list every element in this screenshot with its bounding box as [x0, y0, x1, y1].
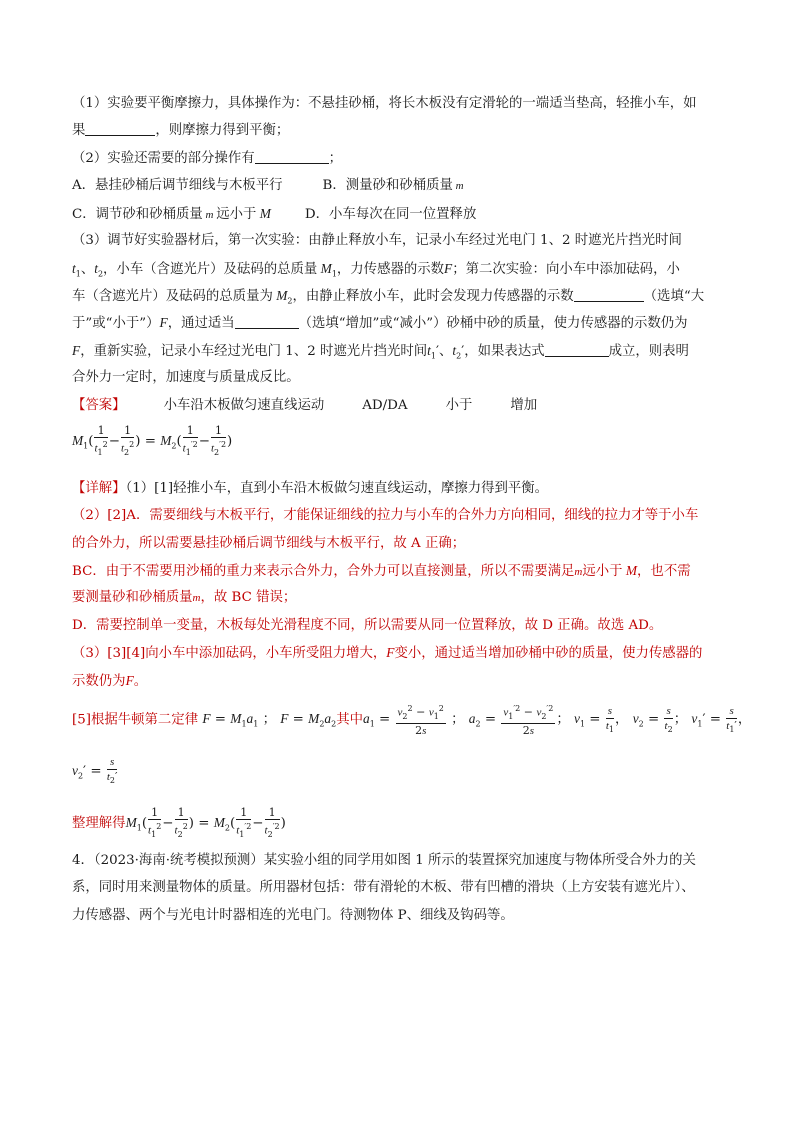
detail-line4: BC．由于不需要用沙桶的重力来表示合外力，合外力可以直接测量，所以不需要满足m远小于 M，也不需: [72, 563, 691, 579]
detail-line8: 示数仍为F。: [72, 673, 148, 689]
detail-line6: D．需要控制单一变量，木板每处光滑程度不同，所以需要从同一位置释放，故 D 正确。故选 AD。: [72, 618, 663, 633]
detail-line2: （2）[2]A．需要细线与木板平行，才能保证细线的拉力与小车的合外力方向相同，细线的拉力才等于小车: [72, 508, 699, 523]
option-row-ab: A．悬挂砂桶后调节细线与木板平行 B．测量砂和砂桶质量 m: [72, 178, 464, 193]
answer-blank-3[interactable]: [574, 287, 644, 302]
option-b: B．测量砂和砂桶质量: [322, 178, 453, 193]
option-c: C．调节砂和砂桶质量: [72, 207, 203, 222]
detail-result-line: 整理解得$M_1$( $\frac{1}{t_1^2}$ − $\frac{1}{t_2^2}$ ) = $M_2$( $\frac{1}{t_1^{'2}}$ − $\frac{1}{t_2^{'2}}$ ): [72, 806, 286, 839]
option-a: A．悬挂砂桶后调节细线与木板平行: [72, 178, 283, 193]
detail-newton-line: [5]根据牛顿第二定律 $F = M_1a_1$ ； $F = M_2a_2$其中$a_1$ = $\frac{v_2^2 - v_1^2}{2s}$ ； $a_2$ = $\frac{v_1^{'2} - v_2^{'2}}{2s}$ ； $v_1$ = $\frac{s}{t_1}$ ， $v_2$ = $\frac{s}{t_2}$ ； $v_1'$ = $\frac{s}{t_1'}$ ，: [72, 704, 752, 737]
q4-line2: 系，同时用来测量物体的质量。所用器材包括：带有滑轮的木板、带有凹槽的滑块（上方安装有遮光片）、: [72, 880, 695, 895]
q3-part3-line3: 车（含遮光片）及砝码的总质量为 $M_2$，由静止释放小车，此时会发现力传感器的示数 （选填“大: [72, 288, 705, 306]
q3-part3-line1: （3）调节好实验器材后，第一次实验：由静止释放小车，记录小车经过光电门 1、2 时遮光片挡光时间: [72, 233, 682, 248]
answer-label: 【答案】: [72, 398, 126, 413]
answer-blank-2[interactable]: [255, 149, 329, 164]
q3-part1-line1: （1）实验要平衡摩擦力，具体操作为：不悬挂砂桶，将长木板没有定滑轮的一端适当垫高，轻推小车，如: [72, 96, 697, 111]
answer-row: 【答案】 小车沿木板做匀速直线运动 AD/DA 小于 增加: [72, 398, 538, 413]
q3-part3-line6: 合外力一定时，加速度与质量成反比。: [72, 370, 300, 385]
q3-part3-line2: $t_1$、$t_2$，小车（含遮光片）及砝码的总质量 $M_1$，力传感器的示数F；第二次实验：向小车中添加砝码，小: [72, 261, 680, 279]
detail-line7: （3）[3][4]向小车中添加砝码，小车所受阻力增大，F变小，通过适当增加砂桶中砂的质量，使力传感器的: [72, 645, 703, 661]
answer-blank-5[interactable]: [545, 342, 609, 357]
option-d: D．小车每次在同一位置释放: [304, 207, 477, 222]
q3-part2: （2）实验还需要的部分操作有 ；: [72, 151, 342, 166]
q3-part3-line4: 于”或“小于”）F，通过适当 （选填“增加”或“减小”）砂桶中砂的质量，使力传感器的示数仍为: [72, 315, 688, 331]
detail-line3: 的合外力，所以需要悬挂砂桶后调节细线与木板平行，故 A 正确；: [72, 536, 466, 551]
detail-line5: 要测量砂和砂桶质量m，故 BC 错误；: [72, 590, 297, 605]
answer-blank-1[interactable]: [85, 121, 155, 136]
detail-v2-formula: $v_2'$ = $\frac{s}{t_2'}$: [72, 756, 118, 786]
answer-blank-4[interactable]: [235, 314, 299, 329]
detail-label: 【详解】: [72, 481, 126, 496]
detail-line1: 【详解】（1）[1]轻推小车，直到小车沿木板做匀速直线运动，摩擦力得到平衡。: [72, 481, 549, 496]
q4-line3: 力传感器、两个与光电计时器相连的光电门。待测物体 P、细线及钩码等。: [72, 908, 514, 923]
q3-part3-line5: F，重新实验，记录小车经过光电门 1、2 时遮光片挡光时间$t_1'$、$t_2'$，如果表达式 成立，则表明: [72, 343, 689, 361]
option-row-cd: C．调节砂和砂桶质量 m 远小于 M D．小车每次在同一位置释放: [72, 206, 477, 222]
answer-formula: $M_1$( $\frac{1}{t_1^2}$ − $\frac{1}{t_2^2}$ ) = $M_2$( $\frac{1}{t_1^{'2}}$ − $\frac{1}{t_2^{'2}}$ ): [72, 424, 233, 457]
q3-part1-line2: 果 ，则摩擦力得到平衡；: [72, 123, 290, 138]
q4-line1: 4．（2023·海南·统考模拟预测）某实验小组的同学用如图 1 所示的装置探究加速度与物体所受合外力的关: [72, 853, 696, 868]
